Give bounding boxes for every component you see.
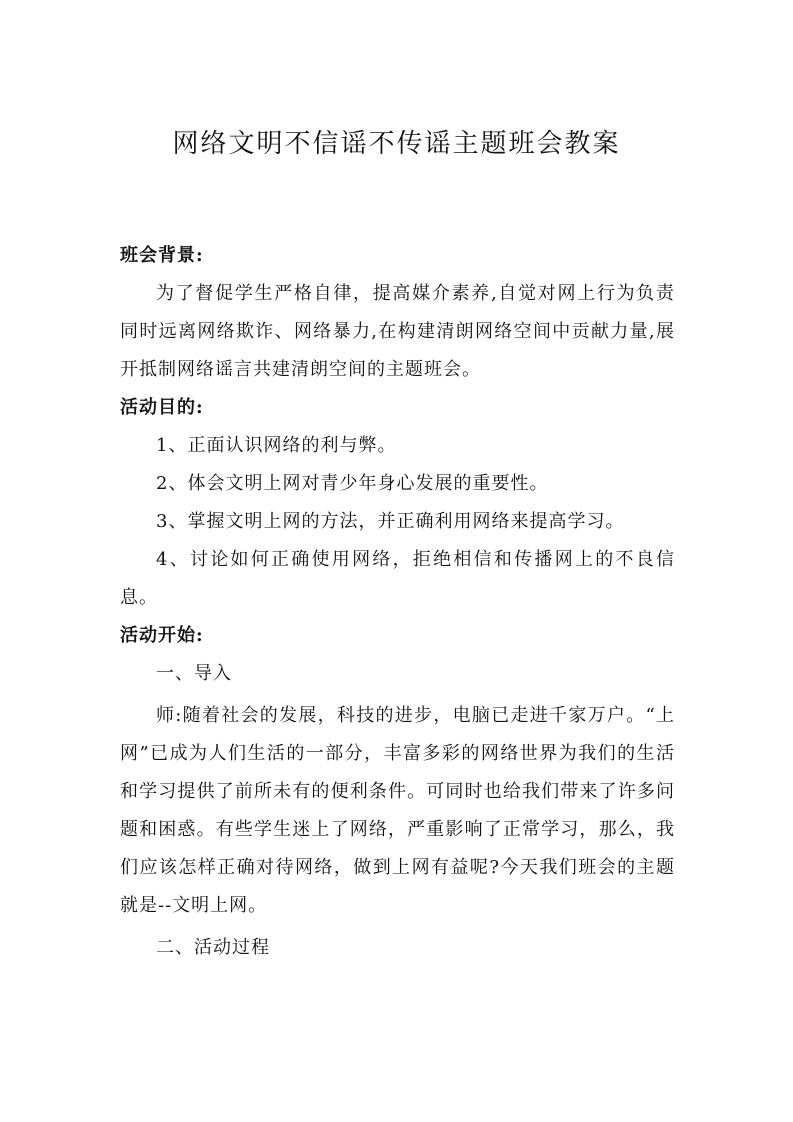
goal-item: 2、体会文明上网对青少年身心发展的重要性。 [156,473,549,494]
goals-heading: 活动目的: [120,397,204,418]
background-heading: 班会背景: [120,245,204,266]
document-title: 网络文明不信谣不传谣主题班会教案 [172,129,621,159]
goal-item: 1、正面认识网络的利与弊。 [156,435,397,456]
document-body [120,237,675,967]
goal-item: 4、讨论如何正确使用网络，拒绝相信和传播网上的不良信息。 [120,549,675,608]
intro-paragraph: 师:随着社会的发展，科技的进步，电脑已走进千家万户。“上网”已成为人们生活的一部分，丰富多彩的网络世界为我们的生活和学习提供了前所未有的便利条件。可同时也给我们带来了许多问题和困惑。有些学生迷上了网络，严重影响了正常学习，那么，我们应该怎样正确对待网络，做到上网有益呢?今天我们班会的主题就是--文明上网。 [120,705,675,916]
intro-heading: 一、导入 [156,663,232,684]
background-paragraph: 为了督促学生严格自律，提高媒介素养,自觉对网上行为负责同时远离网络欺诈、网络暴力,在构建清朗网络空间中贡献力量,展开抵制网络谣言共建清朗空间的主题班会。 [120,283,675,380]
goal-item: 3、掌握文明上网的方法，并正确利用网络来提高学习。 [156,511,625,532]
start-heading: 活动开始: [120,625,204,646]
process-heading: 二、活动过程 [156,937,270,958]
